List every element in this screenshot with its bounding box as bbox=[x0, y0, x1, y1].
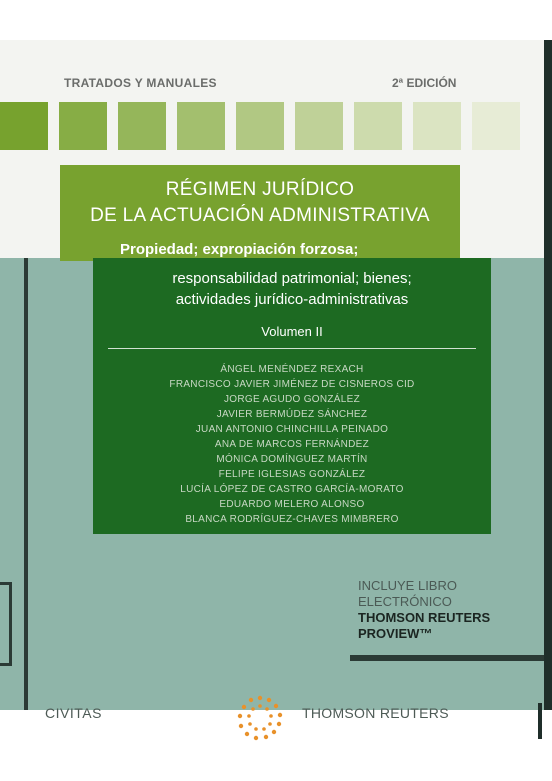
footer-dark-edge bbox=[538, 703, 542, 739]
author-name: ANA DE MARCOS FERNÁNDEZ bbox=[214, 439, 370, 450]
color-swatch bbox=[59, 102, 107, 150]
top-white-band bbox=[0, 0, 552, 40]
author-list bbox=[93, 362, 491, 527]
author-name: JUAN ANTONIO CHINCHILLA PEINADO bbox=[195, 424, 389, 435]
divider-line bbox=[108, 348, 476, 349]
series-name: TRATADOS Y MANUALES bbox=[64, 76, 217, 90]
subtitle-line-2: responsabilidad patrimonial; bienes; bbox=[172, 270, 412, 287]
color-swatch bbox=[354, 102, 402, 150]
ebook-notice bbox=[358, 578, 538, 642]
color-swatch bbox=[177, 102, 225, 150]
author-name: JORGE AGUDO GONZÁLEZ bbox=[223, 394, 361, 405]
author-name: FELIPE IGLESIAS GONZÁLEZ bbox=[218, 469, 366, 480]
color-swatch bbox=[118, 102, 166, 150]
ebook-line-1: INCLUYE LIBRO bbox=[358, 578, 457, 593]
ebook-underline bbox=[350, 655, 544, 661]
ebook-line-4: PROVIEW™ bbox=[358, 626, 433, 641]
color-swatch bbox=[295, 102, 343, 150]
title-box bbox=[60, 165, 460, 261]
color-swatch bbox=[0, 102, 48, 150]
color-swatch bbox=[236, 102, 284, 150]
author-name: EDUARDO MELERO ALONSO bbox=[219, 499, 365, 510]
author-name: ÁNGEL MENÉNDEZ REXACH bbox=[220, 364, 364, 375]
publisher-civitas: CIVITAS bbox=[45, 705, 102, 721]
title-line-1: RÉGIMEN JURÍDICO bbox=[165, 179, 355, 200]
publisher-thomson-reuters: THOMSON REUTERS bbox=[302, 705, 449, 721]
author-name: LUCÍA LÓPEZ DE CASTRO GARCÍA-MORATO bbox=[180, 484, 404, 495]
edition-label: 2ª EDICIÓN bbox=[392, 76, 457, 90]
contents-box bbox=[93, 258, 491, 534]
ebook-line-2: ELECTRÓNICO bbox=[358, 594, 452, 609]
ebook-line-3: THOMSON REUTERS bbox=[358, 610, 491, 625]
book-title bbox=[60, 177, 460, 229]
cover-spine-edge bbox=[544, 40, 552, 710]
thomson-reuters-logo-icon bbox=[236, 694, 284, 742]
subtitle-line-3: actividades jurídico-administrativas bbox=[175, 291, 409, 308]
subtitle-continued bbox=[93, 268, 491, 310]
volume-label: Volumen II bbox=[261, 324, 323, 339]
subtitle-line-1: Propiedad; expropiación forzosa; bbox=[120, 241, 359, 258]
left-bracket-decoration bbox=[0, 582, 12, 666]
color-swatch bbox=[413, 102, 461, 150]
left-vertical-rule bbox=[24, 258, 28, 710]
author-name: JAVIER BERMÚDEZ SÁNCHEZ bbox=[216, 409, 368, 420]
title-line-2: DE LA ACTUACIÓN ADMINISTRATIVA bbox=[90, 205, 430, 226]
color-swatch bbox=[472, 102, 520, 150]
author-name: BLANCA RODRÍGUEZ-CHAVES MIMBRERO bbox=[185, 514, 399, 525]
color-swatch-row bbox=[0, 102, 540, 150]
author-name: FRANCISCO JAVIER JIMÉNEZ DE CISNEROS CID bbox=[169, 379, 415, 390]
author-name: MÓNICA DOMÍNGUEZ MARTÍN bbox=[216, 454, 368, 465]
